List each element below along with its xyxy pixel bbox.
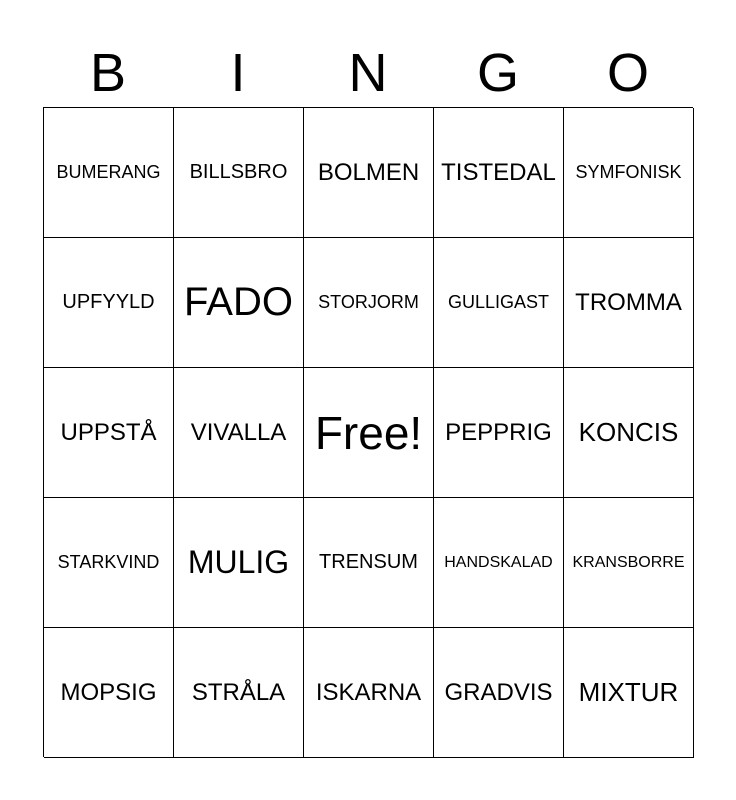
bingo-cell[interactable]: ISKARNA (304, 628, 434, 758)
bingo-cell[interactable]: BUMERANG (44, 108, 174, 238)
bingo-cell[interactable]: MOPSIG (44, 628, 174, 758)
header-letter-i: I (230, 43, 246, 103)
bingo-cell[interactable]: HANDSKALAD (434, 498, 564, 628)
header-letter-g: G (476, 43, 519, 103)
header-letter-o: O (606, 43, 649, 103)
header-letter-b: B (89, 43, 127, 103)
bingo-cell[interactable]: BILLSBRO (174, 108, 304, 238)
bingo-cell[interactable]: GULLIGAST (434, 238, 564, 368)
header-letter-n: N (348, 43, 388, 103)
bingo-cell[interactable]: STRÅLA (174, 628, 304, 758)
bingo-cell[interactable]: TROMMA (564, 238, 694, 368)
bingo-header (43, 38, 693, 108)
bingo-cell[interactable]: KONCIS (564, 368, 694, 498)
bingo-cell[interactable]: PEPPRIG (434, 368, 564, 498)
bingo-cell[interactable]: STORJORM (304, 238, 434, 368)
free-space-cell[interactable]: Free! (304, 368, 434, 498)
bingo-cell[interactable]: VIVALLA (174, 368, 304, 498)
bingo-cell[interactable]: MULIG (174, 498, 304, 628)
bingo-cell[interactable]: STARKVIND (44, 498, 174, 628)
bingo-cell[interactable]: FADO (174, 238, 304, 368)
bingo-cell[interactable]: GRADVIS (434, 628, 564, 758)
bingo-cell[interactable]: UPFYYLD (44, 238, 174, 368)
bingo-cell[interactable]: MIXTUR (564, 628, 694, 758)
bingo-cell[interactable]: TISTEDAL (434, 108, 564, 238)
bingo-cell[interactable]: UPPSTÅ (44, 368, 174, 498)
bingo-cell[interactable]: BOLMEN (304, 108, 434, 238)
bingo-cell[interactable]: SYMFONISK (564, 108, 694, 238)
bingo-cell[interactable]: TRENSUM (304, 498, 434, 628)
bingo-cell[interactable]: KRANSBORRE (564, 498, 694, 628)
bingo-board (43, 107, 693, 757)
